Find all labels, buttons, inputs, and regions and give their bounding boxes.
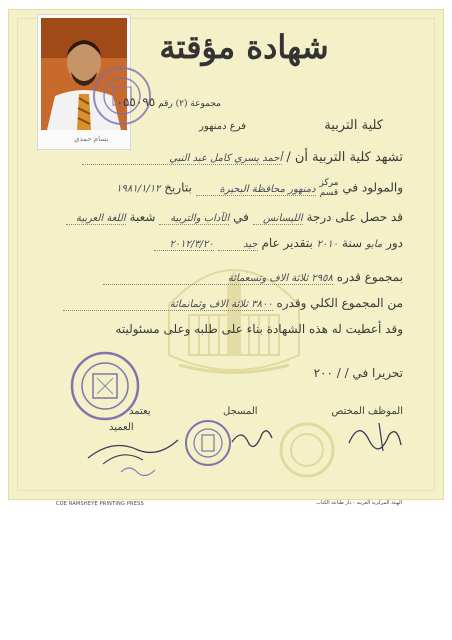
- certificate-title: شهادة مؤقتة: [159, 28, 329, 66]
- certificate-sheet: [8, 9, 444, 500]
- year-value: ٢٠١٠: [316, 239, 339, 250]
- in-label: في: [233, 210, 249, 224]
- date-text: تحريرا في / / ٢٠٠: [313, 366, 403, 380]
- total-suffix: من المجموع الكلي وقدره: [276, 296, 403, 310]
- year-label: سنة: [341, 236, 363, 250]
- division-label: شعبة: [129, 210, 156, 224]
- total-line: [103, 270, 403, 285]
- total-max: ٣٨٠٠ ثلاثة الاف وثمانمائة: [63, 299, 273, 311]
- registrar-seal-stamp: [183, 418, 233, 468]
- printer-credit: CDE RAMSHEYE PRINTING PRESS: [56, 501, 144, 507]
- total-max-line: [63, 296, 403, 311]
- issued-text: وقد أعطيت له هذه الشهادة بناء على طلبه وعلى مسئوليته: [115, 322, 403, 336]
- markaz-label: مركز: [319, 178, 339, 188]
- registrar-signature-label: المسجل: [223, 406, 258, 417]
- issued-line: [115, 322, 403, 336]
- photo-caption: بسام حمدي: [74, 135, 109, 143]
- grade-value: جيد: [218, 239, 258, 251]
- employee-signature: [339, 415, 409, 455]
- grade-label: بتقدير عام: [261, 236, 313, 250]
- qism-label: قسم: [319, 188, 339, 198]
- birth-date-label: بتاريخ: [164, 180, 192, 195]
- faculty-seal-stamp: [69, 350, 141, 422]
- embossed-seal: [277, 420, 337, 480]
- student-name: أحمد يسري كامل عبد النبي: [82, 153, 282, 165]
- university-emblem-watermark: [159, 245, 309, 385]
- student-prefix: تشهد كلية التربية أن /: [286, 150, 403, 165]
- dean-signature-label: العميد: [109, 422, 134, 433]
- publisher-credit: الهيئة المركزية العربية - دار طباعة الكتاب: [316, 500, 402, 506]
- faculty-name: كلية التربية: [324, 118, 383, 133]
- serial-line: [117, 95, 221, 109]
- round-line: [154, 236, 403, 251]
- total-value: ٢٩٥٨ ثلاثة الاف وتسعمائة: [103, 273, 333, 285]
- employee-signature-label: الموظف المختص: [331, 406, 403, 417]
- degree-value: الليسانس: [253, 213, 303, 225]
- round-label: دور: [386, 236, 403, 250]
- birth-prefix: والمولود في: [342, 180, 403, 195]
- student-line: [82, 150, 403, 165]
- dean-stamp-mark: [119, 462, 159, 476]
- grade-date: ٢٠١٢/٣/٢٠: [154, 239, 214, 251]
- approved-label: يعتمد: [129, 406, 151, 417]
- serial-number: ٠٥٥٠٩٥: [116, 95, 156, 109]
- round-value: مايو: [365, 239, 383, 250]
- birth-place: دمنهور محافظة البحيرة: [196, 184, 316, 196]
- degree-line: [66, 210, 403, 225]
- branch-name: فرع دمنهور: [199, 121, 247, 132]
- birth-line: [116, 178, 403, 198]
- total-prefix: بمجموع قدره: [336, 270, 403, 284]
- faculty-line: [199, 118, 383, 133]
- registrar-signature: [227, 422, 277, 454]
- division-value: اللغة العربية: [66, 213, 126, 225]
- group-label: مجموعة (٢) رقم: [158, 99, 221, 109]
- birth-date: ١٩٨١/١/١٢: [116, 183, 161, 195]
- field-value: الآداب والتربية: [159, 213, 229, 225]
- date-line: [314, 366, 403, 380]
- degree-prefix: قد حصل على درجة: [306, 210, 403, 224]
